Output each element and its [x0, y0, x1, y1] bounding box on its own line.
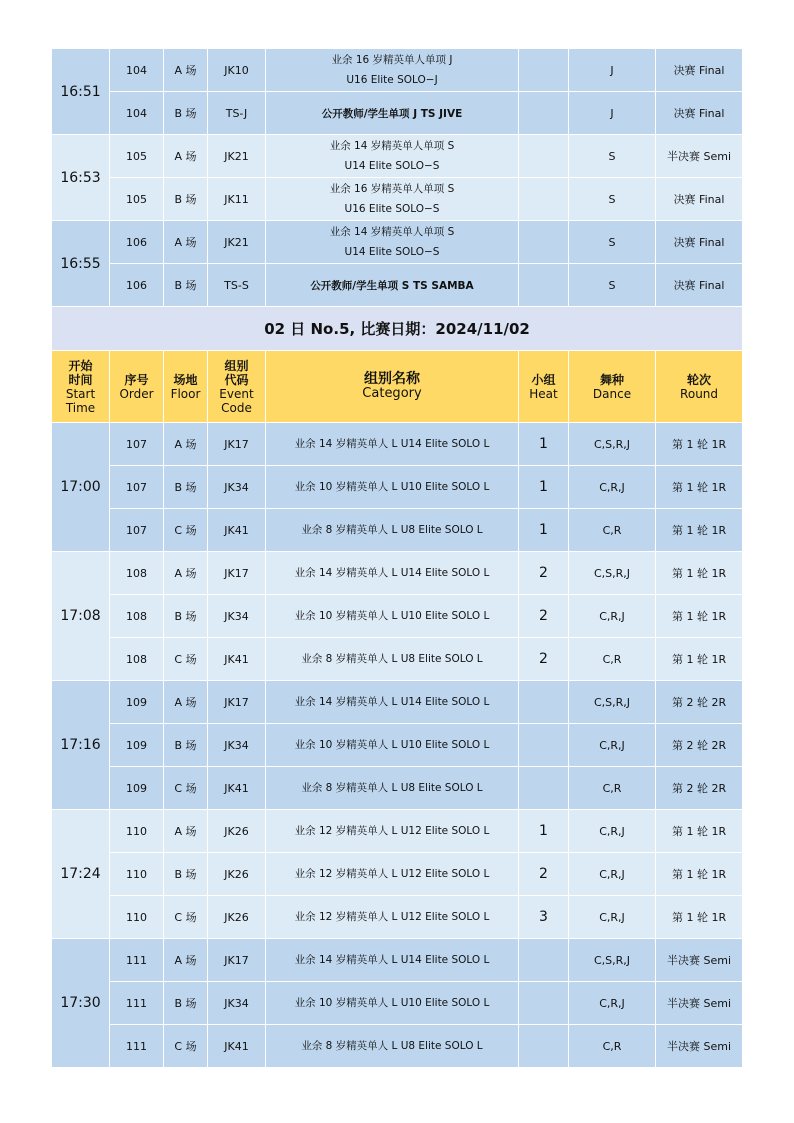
round-cell: 决赛 Final — [656, 221, 743, 264]
category-line: 业余 8 岁精英单人 L U8 Elite SOLO L — [301, 1039, 483, 1052]
table-row — [52, 264, 743, 307]
floor-cell: A 场 — [164, 939, 208, 982]
round-cell: 第 1 轮 1R — [656, 853, 743, 896]
category-line: 业余 16 岁精英单人单项 J — [331, 54, 453, 66]
category-line: U16 Elite SOLO−S — [344, 203, 440, 215]
start-time-cell: 16:51 — [52, 49, 110, 135]
heat-cell: 3 — [519, 896, 569, 939]
dance-cell: S — [569, 264, 656, 307]
event-code-cell: JK11 — [208, 178, 266, 221]
order-cell: 104 — [110, 92, 164, 135]
floor-cell: B 场 — [164, 595, 208, 638]
dance-cell: S — [569, 221, 656, 264]
start-time-cell: 17:30 — [52, 939, 110, 1068]
dance-cell: C,S,R,J — [569, 552, 656, 595]
table-row — [52, 552, 743, 595]
category-cell — [266, 509, 519, 552]
header-event-code: 组别 代码 Event Code — [208, 351, 266, 423]
table-row — [52, 982, 743, 1025]
session-title: 02 日 No.5, 比赛日期：2024/11/02 — [52, 307, 743, 351]
table-row — [52, 178, 743, 221]
heat-cell — [519, 135, 569, 178]
round-cell: 第 1 轮 1R — [656, 509, 743, 552]
round-cell: 决赛 Final — [656, 264, 743, 307]
event-code-cell: JK26 — [208, 896, 266, 939]
table-row — [52, 509, 743, 552]
event-code-cell: JK41 — [208, 638, 266, 681]
category-cell — [266, 681, 519, 724]
order-cell: 111 — [110, 982, 164, 1025]
table-row — [52, 92, 743, 135]
event-code-cell: JK41 — [208, 1025, 266, 1068]
round-cell: 第 1 轮 1R — [656, 810, 743, 853]
event-code-cell: TS-J — [208, 92, 266, 135]
category-line: 业余 8 岁精英单人 L U8 Elite SOLO L — [301, 523, 483, 536]
heat-cell — [519, 767, 569, 810]
category-cell — [266, 810, 519, 853]
table-row — [52, 423, 743, 466]
category-line: 业余 14 岁精英单人 L U14 Elite SOLO L — [294, 695, 490, 708]
table-row — [52, 724, 743, 767]
event-code-cell: JK21 — [208, 135, 266, 178]
category-line: 业余 12 岁精英单人 L U12 Elite SOLO L — [294, 824, 490, 837]
dance-cell: S — [569, 178, 656, 221]
category-cell — [266, 423, 519, 466]
round-cell: 半决赛 Semi — [656, 135, 743, 178]
heat-cell — [519, 939, 569, 982]
start-time-cell: 17:08 — [52, 552, 110, 681]
floor-cell: B 场 — [164, 178, 208, 221]
order-cell: 106 — [110, 264, 164, 307]
header-heat: 小组 Heat — [519, 351, 569, 423]
category-cell — [266, 896, 519, 939]
round-cell: 第 2 轮 2R — [656, 724, 743, 767]
start-time-cell: 16:53 — [52, 135, 110, 221]
heat-cell: 1 — [519, 466, 569, 509]
floor-cell: A 场 — [164, 49, 208, 92]
category-cell — [266, 466, 519, 509]
heat-cell — [519, 1025, 569, 1068]
start-time-cell: 17:16 — [52, 681, 110, 810]
order-cell: 107 — [110, 466, 164, 509]
heat-cell — [519, 221, 569, 264]
heat-cell: 2 — [519, 853, 569, 896]
round-cell: 决赛 Final — [656, 49, 743, 92]
dance-cell: C,R — [569, 509, 656, 552]
order-cell: 108 — [110, 552, 164, 595]
order-cell: 105 — [110, 135, 164, 178]
schedule-table-top — [51, 48, 743, 307]
round-cell: 第 1 轮 1R — [656, 466, 743, 509]
dance-cell: C,R — [569, 1025, 656, 1068]
header-floor: 场地 Floor — [164, 351, 208, 423]
floor-cell: C 场 — [164, 767, 208, 810]
category-line: 业余 14 岁精英单人 L U14 Elite SOLO L — [294, 566, 490, 579]
floor-cell: C 场 — [164, 509, 208, 552]
round-cell: 第 1 轮 1R — [656, 595, 743, 638]
table-row — [52, 49, 743, 92]
heat-cell: 1 — [519, 810, 569, 853]
floor-cell: A 场 — [164, 221, 208, 264]
event-code-cell: JK34 — [208, 466, 266, 509]
order-cell: 107 — [110, 423, 164, 466]
event-code-cell: JK26 — [208, 853, 266, 896]
order-cell: 106 — [110, 221, 164, 264]
floor-cell: A 场 — [164, 135, 208, 178]
category-cell — [266, 221, 519, 264]
dance-cell: C,S,R,J — [569, 681, 656, 724]
start-time-cell: 16:55 — [52, 221, 110, 307]
category-line: 业余 10 岁精英单人 L U10 Elite SOLO L — [294, 480, 490, 493]
heat-cell — [519, 982, 569, 1025]
order-cell: 108 — [110, 638, 164, 681]
round-cell: 半决赛 Semi — [656, 1025, 743, 1068]
table-row — [52, 638, 743, 681]
header-start-time: 开始 时间 Start Time — [52, 351, 110, 423]
category-line: 业余 8 岁精英单人 L U8 Elite SOLO L — [301, 781, 483, 794]
event-code-cell: JK17 — [208, 939, 266, 982]
heat-cell — [519, 49, 569, 92]
order-cell: 109 — [110, 681, 164, 724]
category-cell — [266, 638, 519, 681]
round-cell: 半决赛 Semi — [656, 939, 743, 982]
category-line: 公开教师/学生单项 S TS SAMBA — [310, 279, 474, 292]
table-row — [52, 896, 743, 939]
floor-cell: B 场 — [164, 982, 208, 1025]
table-row — [52, 466, 743, 509]
category-cell — [266, 92, 519, 135]
category-line: 业余 14 岁精英单人单项 S — [329, 226, 455, 238]
floor-cell: B 场 — [164, 92, 208, 135]
round-cell: 第 1 轮 1R — [656, 552, 743, 595]
category-line: 业余 8 岁精英单人 L U8 Elite SOLO L — [301, 652, 483, 665]
order-cell: 109 — [110, 767, 164, 810]
round-cell: 第 1 轮 1R — [656, 423, 743, 466]
table-row — [52, 221, 743, 264]
order-cell: 104 — [110, 49, 164, 92]
category-cell — [266, 135, 519, 178]
table-row — [52, 810, 743, 853]
event-code-cell: JK41 — [208, 509, 266, 552]
order-cell: 108 — [110, 595, 164, 638]
dance-cell: C,R,J — [569, 982, 656, 1025]
category-line: 业余 10 岁精英单人 L U10 Elite SOLO L — [294, 738, 490, 751]
dance-cell: C,S,R,J — [569, 939, 656, 982]
round-cell: 决赛 Final — [656, 178, 743, 221]
category-line: U16 Elite SOLO−J — [346, 74, 438, 86]
category-cell — [266, 982, 519, 1025]
category-line: 业余 14 岁精英单人 L U14 Elite SOLO L — [294, 437, 490, 450]
event-code-cell: JK34 — [208, 982, 266, 1025]
category-line: U14 Elite SOLO−S — [344, 246, 440, 258]
category-line: 业余 12 岁精英单人 L U12 Elite SOLO L — [294, 910, 490, 923]
order-cell: 110 — [110, 853, 164, 896]
category-cell — [266, 595, 519, 638]
table-row — [52, 1025, 743, 1068]
dance-cell: C,R,J — [569, 896, 656, 939]
floor-cell: B 场 — [164, 724, 208, 767]
order-cell: 110 — [110, 896, 164, 939]
category-cell — [266, 853, 519, 896]
round-cell: 第 2 轮 2R — [656, 767, 743, 810]
category-cell — [266, 178, 519, 221]
order-cell: 105 — [110, 178, 164, 221]
event-code-cell: JK41 — [208, 767, 266, 810]
start-time-cell: 17:00 — [52, 423, 110, 552]
event-code-cell: JK26 — [208, 810, 266, 853]
floor-cell: B 场 — [164, 853, 208, 896]
heat-cell — [519, 264, 569, 307]
order-cell: 107 — [110, 509, 164, 552]
table-row — [52, 939, 743, 982]
round-cell: 第 1 轮 1R — [656, 638, 743, 681]
category-cell — [266, 552, 519, 595]
table-row — [52, 681, 743, 724]
category-cell — [266, 49, 519, 92]
floor-cell: A 场 — [164, 423, 208, 466]
dance-cell: C,R,J — [569, 595, 656, 638]
heat-cell — [519, 681, 569, 724]
dance-cell: C,R,J — [569, 853, 656, 896]
heat-cell — [519, 92, 569, 135]
dance-cell: C,R,J — [569, 724, 656, 767]
heat-cell: 2 — [519, 552, 569, 595]
floor-cell: A 场 — [164, 810, 208, 853]
event-code-cell: JK17 — [208, 423, 266, 466]
category-cell — [266, 724, 519, 767]
dance-cell: C,R — [569, 638, 656, 681]
event-code-cell: JK34 — [208, 595, 266, 638]
event-code-cell: JK10 — [208, 49, 266, 92]
category-cell — [266, 767, 519, 810]
round-cell: 第 2 轮 2R — [656, 681, 743, 724]
floor-cell: C 场 — [164, 638, 208, 681]
header-order: 序号 Order — [110, 351, 164, 423]
round-cell: 第 1 轮 1R — [656, 896, 743, 939]
event-code-cell: JK21 — [208, 221, 266, 264]
dance-cell: J — [569, 49, 656, 92]
heat-cell: 2 — [519, 638, 569, 681]
dance-cell: S — [569, 135, 656, 178]
dance-cell: C,R,J — [569, 810, 656, 853]
header-round: 轮次 Round — [656, 351, 743, 423]
category-cell — [266, 939, 519, 982]
category-line: 业余 16 岁精英单人单项 S — [329, 183, 455, 195]
category-line: 业余 14 岁精英单人 L U14 Elite SOLO L — [294, 953, 490, 966]
floor-cell: A 场 — [164, 681, 208, 724]
order-cell: 109 — [110, 724, 164, 767]
floor-cell: A 场 — [164, 552, 208, 595]
category-line: 业余 12 岁精英单人 L U12 Elite SOLO L — [294, 867, 490, 880]
start-time-cell: 17:24 — [52, 810, 110, 939]
event-code-cell: JK17 — [208, 552, 266, 595]
dance-cell: C,S,R,J — [569, 423, 656, 466]
heat-cell: 1 — [519, 423, 569, 466]
category-line: 业余 14 岁精英单人单项 S — [329, 140, 455, 152]
category-cell — [266, 264, 519, 307]
header-category: 组别名称 Category — [266, 351, 519, 423]
round-cell: 半决赛 Semi — [656, 982, 743, 1025]
dance-cell: C,R — [569, 767, 656, 810]
table-row — [52, 135, 743, 178]
table-row — [52, 595, 743, 638]
event-code-cell: JK17 — [208, 681, 266, 724]
category-line: U14 Elite SOLO−S — [344, 160, 440, 172]
schedule-table-main — [51, 306, 743, 1068]
heat-cell: 2 — [519, 595, 569, 638]
category-cell — [266, 1025, 519, 1068]
category-line: 业余 10 岁精英单人 L U10 Elite SOLO L — [294, 996, 490, 1009]
category-line: 业余 10 岁精英单人 L U10 Elite SOLO L — [294, 609, 490, 622]
round-cell: 决赛 Final — [656, 92, 743, 135]
table-row — [52, 767, 743, 810]
heat-cell — [519, 724, 569, 767]
order-cell: 111 — [110, 1025, 164, 1068]
order-cell: 110 — [110, 810, 164, 853]
event-code-cell: JK34 — [208, 724, 266, 767]
heat-cell: 1 — [519, 509, 569, 552]
category-line: 公开教师/学生单项 J TS JIVE — [321, 107, 463, 120]
event-code-cell: TS-S — [208, 264, 266, 307]
floor-cell: C 场 — [164, 896, 208, 939]
order-cell: 111 — [110, 939, 164, 982]
table-row — [52, 853, 743, 896]
floor-cell: C 场 — [164, 1025, 208, 1068]
heat-cell — [519, 178, 569, 221]
floor-cell: B 场 — [164, 264, 208, 307]
dance-cell: C,R,J — [569, 466, 656, 509]
dance-cell: J — [569, 92, 656, 135]
header-dance: 舞种 Dance — [569, 351, 656, 423]
floor-cell: B 场 — [164, 466, 208, 509]
